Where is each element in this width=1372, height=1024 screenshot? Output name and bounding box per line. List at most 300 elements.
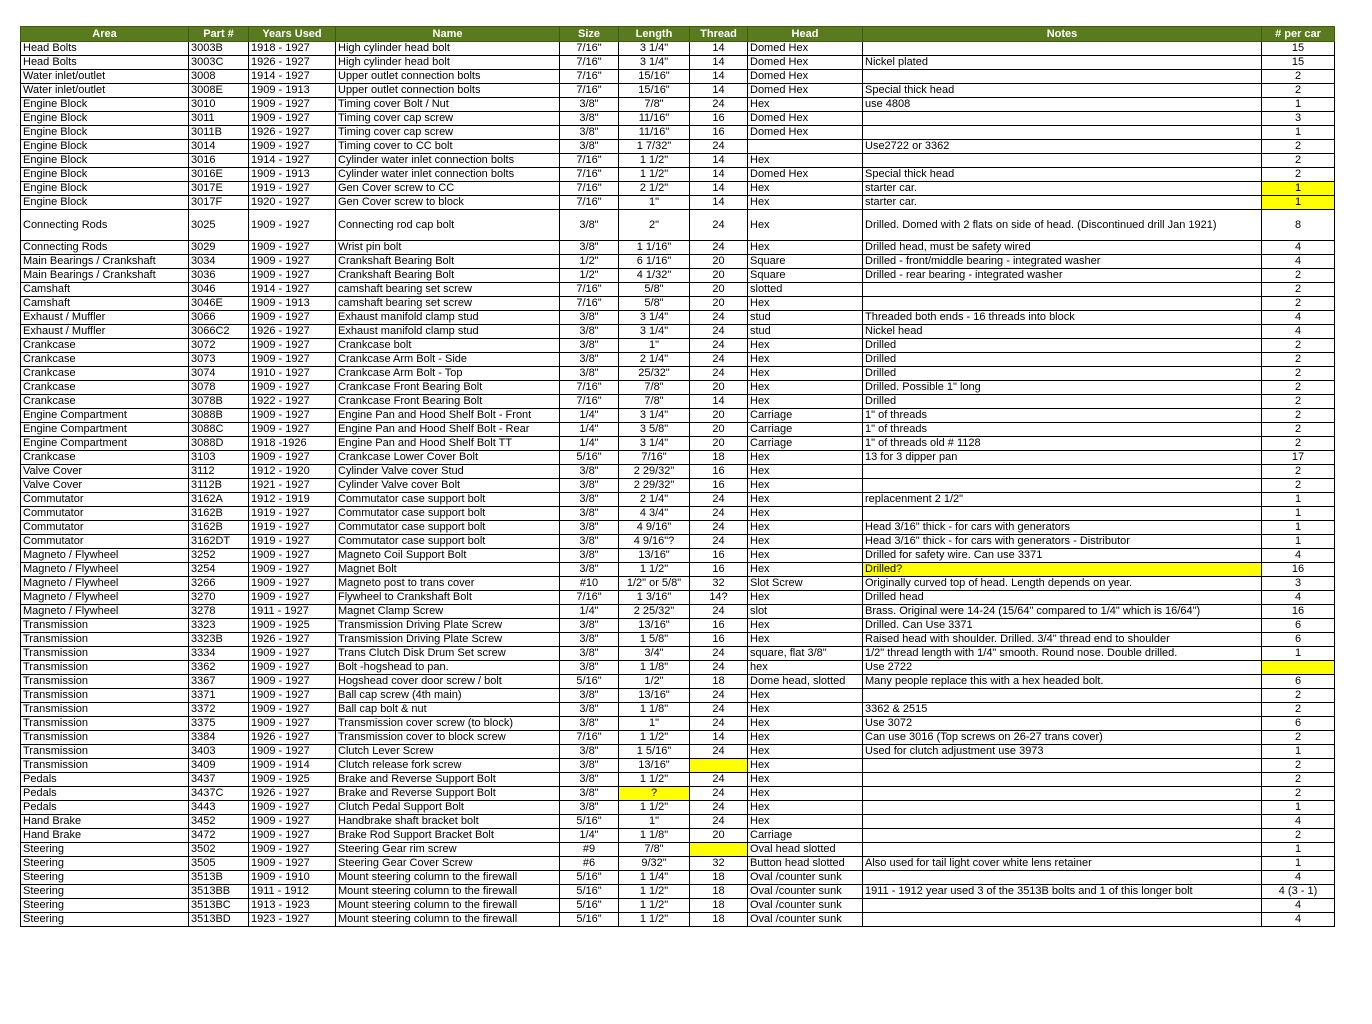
cell-thread[interactable]: 20 [690,255,748,269]
cell-per-car[interactable]: 2 [1262,84,1335,98]
cell-size[interactable]: 5/16" [560,913,619,927]
cell-area[interactable]: Commutator [21,535,189,549]
cell-part-number[interactable]: 3036 [189,269,249,283]
cell-size[interactable]: 3/8" [560,563,619,577]
cell-head[interactable]: Hex [748,381,863,395]
cell-length[interactable]: 7/8" [619,381,690,395]
cell-area[interactable]: Commutator [21,493,189,507]
cell-head[interactable]: Hex [748,591,863,605]
cell-name[interactable]: High cylinder head bolt [336,42,560,56]
cell-area[interactable]: Engine Block [21,126,189,140]
cell-size[interactable]: 3/8" [560,241,619,255]
cell-thread[interactable]: 18 [690,451,748,465]
cell-years-used[interactable]: 1909 - 1927 [249,591,336,605]
cell-per-car[interactable]: 2 [1262,773,1335,787]
cell-size[interactable]: #9 [560,843,619,857]
cell-years-used[interactable]: 1909 - 1927 [249,801,336,815]
cell-name[interactable]: Magnet Bolt [336,563,560,577]
cell-thread[interactable]: 16 [690,633,748,647]
cell-notes[interactable]: Use2722 or 3362 [863,140,1262,154]
header-head[interactable]: Head [748,27,863,42]
cell-size[interactable]: 5/16" [560,885,619,899]
cell-part-number[interactable]: 3029 [189,241,249,255]
cell-years-used[interactable]: 1909 - 1913 [249,297,336,311]
cell-thread[interactable]: 18 [690,885,748,899]
cell-part-number[interactable]: 3437C [189,787,249,801]
cell-per-car[interactable]: 6 [1262,675,1335,689]
cell-length[interactable]: 1 1/2" [619,154,690,168]
cell-name[interactable]: Cylinder Valve cover Bolt [336,479,560,493]
cell-part-number[interactable]: 3088C [189,423,249,437]
cell-part-number[interactable]: 3074 [189,367,249,381]
cell-per-car[interactable]: 1 [1262,507,1335,521]
cell-area[interactable]: Steering [21,885,189,899]
cell-area[interactable]: Exhaust / Muffler [21,325,189,339]
cell-head[interactable]: Square [748,255,863,269]
cell-per-car[interactable]: 1 [1262,182,1335,196]
cell-length[interactable]: 1 1/8" [619,703,690,717]
cell-name[interactable]: Upper outlet connection bolts [336,84,560,98]
cell-name[interactable]: Exhaust manifold clamp stud [336,311,560,325]
cell-notes[interactable]: starter car. [863,182,1262,196]
cell-part-number[interactable]: 3513BD [189,913,249,927]
cell-thread[interactable]: 24 [690,801,748,815]
cell-per-car[interactable]: 2 [1262,423,1335,437]
cell-name[interactable]: Steering Gear Cover Screw [336,857,560,871]
cell-notes[interactable]: Drilled head [863,591,1262,605]
cell-thread[interactable]: 24 [690,367,748,381]
cell-thread[interactable]: 24 [690,521,748,535]
cell-per-car[interactable]: 2 [1262,465,1335,479]
cell-notes[interactable]: Drilled. Possible 1" long [863,381,1262,395]
cell-length[interactable]: ? [619,787,690,801]
cell-thread[interactable]: 20 [690,381,748,395]
cell-years-used[interactable]: 1909 - 1927 [249,241,336,255]
cell-per-car[interactable]: 4 [1262,899,1335,913]
cell-thread[interactable]: 14 [690,395,748,409]
cell-name[interactable]: Mount steering column to the firewall [336,885,560,899]
cell-name[interactable]: Commutator case support bolt [336,535,560,549]
cell-years-used[interactable]: 1909 - 1927 [249,647,336,661]
cell-size[interactable]: 7/16" [560,283,619,297]
cell-area[interactable]: Crankcase [21,367,189,381]
cell-part-number[interactable]: 3323B [189,633,249,647]
cell-notes[interactable]: starter car. [863,196,1262,210]
cell-area[interactable]: Hand Brake [21,815,189,829]
cell-notes[interactable]: Drilled. Can Use 3371 [863,619,1262,633]
cell-size[interactable]: 5/16" [560,899,619,913]
cell-per-car[interactable]: 4 [1262,591,1335,605]
cell-part-number[interactable]: 3334 [189,647,249,661]
cell-length[interactable]: 13/16" [619,619,690,633]
cell-years-used[interactable]: 1909 - 1927 [249,661,336,675]
cell-area[interactable]: Crankcase [21,339,189,353]
cell-area[interactable]: Steering [21,899,189,913]
cell-notes[interactable]: 1" of threads [863,409,1262,423]
cell-part-number[interactable]: 3403 [189,745,249,759]
cell-size[interactable]: 1/4" [560,605,619,619]
cell-years-used[interactable]: 1912 - 1920 [249,465,336,479]
cell-head[interactable]: stud [748,311,863,325]
cell-thread[interactable]: 20 [690,269,748,283]
cell-size[interactable]: 7/16" [560,591,619,605]
cell-length[interactable]: 3 1/4" [619,311,690,325]
cell-length[interactable]: 1 1/2" [619,885,690,899]
cell-length[interactable]: 9/32" [619,857,690,871]
cell-name[interactable]: Cylinder water inlet connection bolts [336,154,560,168]
cell-name[interactable]: Brake and Reverse Support Bolt [336,773,560,787]
cell-per-car[interactable]: 1 [1262,647,1335,661]
cell-head[interactable]: Hex [748,182,863,196]
cell-length[interactable]: 4 9/16" [619,521,690,535]
cell-part-number[interactable]: 3278 [189,605,249,619]
cell-name[interactable]: Commutator case support bolt [336,493,560,507]
cell-length[interactable]: 15/16" [619,70,690,84]
cell-part-number[interactable]: 3014 [189,140,249,154]
cell-part-number[interactable]: 3072 [189,339,249,353]
cell-years-used[interactable]: 1909 - 1927 [249,689,336,703]
cell-part-number[interactable]: 3162DT [189,535,249,549]
cell-notes[interactable]: Drilled. Domed with 2 flats on side of head. (Discontinued drill Jan 1921) [863,210,1262,241]
cell-part-number[interactable]: 3443 [189,801,249,815]
cell-length[interactable]: 7/8" [619,843,690,857]
cell-notes[interactable]: Nickel head [863,325,1262,339]
cell-length[interactable]: 13/16" [619,549,690,563]
cell-notes[interactable] [863,899,1262,913]
cell-size[interactable]: 3/8" [560,112,619,126]
cell-name[interactable]: Magnet Clamp Screw [336,605,560,619]
cell-area[interactable]: Transmission [21,647,189,661]
cell-per-car[interactable]: 2 [1262,787,1335,801]
header-size[interactable]: Size [560,27,619,42]
cell-name[interactable]: Timing cover cap screw [336,112,560,126]
cell-thread[interactable]: 14 [690,168,748,182]
cell-years-used[interactable]: 1913 - 1923 [249,899,336,913]
cell-thread[interactable]: 14 [690,196,748,210]
cell-part-number[interactable]: 3362 [189,661,249,675]
cell-head[interactable]: Hex [748,689,863,703]
cell-name[interactable]: Brake Rod Support Bracket Bolt [336,829,560,843]
cell-name[interactable]: Cylinder Valve cover Stud [336,465,560,479]
cell-notes[interactable]: 3362 & 2515 [863,703,1262,717]
cell-length[interactable]: 1 1/2" [619,563,690,577]
cell-area[interactable]: Head Bolts [21,56,189,70]
cell-size[interactable]: #10 [560,577,619,591]
cell-notes[interactable]: Nickel plated [863,56,1262,70]
cell-per-car[interactable]: 2 [1262,353,1335,367]
cell-per-car[interactable]: 2 [1262,168,1335,182]
cell-notes[interactable]: Also used for tail light cover white lens retainer [863,857,1262,871]
cell-size[interactable]: 3/8" [560,787,619,801]
cell-name[interactable]: Connecting rod cap bolt [336,210,560,241]
cell-thread[interactable]: 14 [690,84,748,98]
cell-part-number[interactable]: 3384 [189,731,249,745]
cell-part-number[interactable]: 3046 [189,283,249,297]
cell-years-used[interactable]: 1909 - 1910 [249,871,336,885]
cell-part-number[interactable]: 3270 [189,591,249,605]
cell-part-number[interactable]: 3505 [189,857,249,871]
cell-part-number[interactable]: 3372 [189,703,249,717]
cell-years-used[interactable]: 1914 - 1927 [249,283,336,297]
cell-notes[interactable] [863,70,1262,84]
cell-size[interactable]: 3/8" [560,801,619,815]
cell-size[interactable]: 3/8" [560,647,619,661]
cell-part-number[interactable]: 3088D [189,437,249,451]
cell-per-car[interactable]: 3 [1262,577,1335,591]
cell-length[interactable]: 3 5/8" [619,423,690,437]
cell-notes[interactable] [863,479,1262,493]
cell-head[interactable]: Domed Hex [748,42,863,56]
cell-thread[interactable]: 24 [690,745,748,759]
cell-years-used[interactable]: 1909 - 1927 [249,98,336,112]
cell-size[interactable]: 7/16" [560,56,619,70]
cell-name[interactable]: Trans Clutch Disk Drum Set screw [336,647,560,661]
cell-notes[interactable]: Drilled head, must be safety wired [863,241,1262,255]
cell-length[interactable]: 1 1/2" [619,801,690,815]
cell-notes[interactable]: Special thick head [863,84,1262,98]
cell-part-number[interactable]: 3266 [189,577,249,591]
cell-area[interactable]: Connecting Rods [21,241,189,255]
cell-head[interactable]: Button head slotted [748,857,863,871]
cell-length[interactable]: 3 1/4" [619,437,690,451]
cell-head[interactable]: square, flat 3/8" [748,647,863,661]
cell-head[interactable]: Oval /counter sunk [748,913,863,927]
cell-name[interactable]: Timing cover to CC bolt [336,140,560,154]
cell-head[interactable]: Domed Hex [748,84,863,98]
cell-notes[interactable]: Many people replace this with a hex headed bolt. [863,675,1262,689]
cell-head[interactable]: Slot Screw [748,577,863,591]
cell-notes[interactable]: Threaded both ends - 16 threads into block [863,311,1262,325]
cell-years-used[interactable]: 1918 - 1927 [249,42,336,56]
cell-per-car[interactable]: 2 [1262,297,1335,311]
cell-area[interactable]: Engine Compartment [21,409,189,423]
cell-years-used[interactable]: 1909 - 1927 [249,210,336,241]
cell-area[interactable]: Water inlet/outlet [21,70,189,84]
cell-length[interactable]: 11/16" [619,112,690,126]
cell-thread[interactable]: 14 [690,182,748,196]
cell-length[interactable]: 1/2" or 5/8" [619,577,690,591]
cell-years-used[interactable]: 1909 - 1927 [249,717,336,731]
cell-length[interactable]: 4 3/4" [619,507,690,521]
cell-years-used[interactable]: 1909 - 1927 [249,381,336,395]
cell-size[interactable]: 3/8" [560,549,619,563]
cell-size[interactable]: 3/8" [560,339,619,353]
cell-thread[interactable]: 32 [690,577,748,591]
cell-years-used[interactable]: 1909 - 1927 [249,675,336,689]
cell-thread[interactable]: 14 [690,154,748,168]
cell-size[interactable]: 3/8" [560,140,619,154]
cell-length[interactable]: 1" [619,717,690,731]
cell-head[interactable]: Dome head, slotted [748,675,863,689]
cell-head[interactable]: Hex [748,717,863,731]
cell-years-used[interactable]: 1909 - 1927 [249,353,336,367]
cell-part-number[interactable]: 3078B [189,395,249,409]
cell-years-used[interactable]: 1909 - 1927 [249,311,336,325]
header-area[interactable]: Area [21,27,189,42]
cell-per-car[interactable]: 4 (3 - 1) [1262,885,1335,899]
cell-name[interactable]: Upper outlet connection bolts [336,70,560,84]
cell-name[interactable]: Magneto post to trans cover [336,577,560,591]
cell-name[interactable]: Crankcase Arm Bolt - Side [336,353,560,367]
cell-thread[interactable]: 16 [690,479,748,493]
cell-head[interactable]: Hex [748,745,863,759]
cell-name[interactable]: Exhaust manifold clamp stud [336,325,560,339]
cell-head[interactable]: Carriage [748,437,863,451]
cell-thread[interactable]: 20 [690,829,748,843]
cell-notes[interactable] [863,759,1262,773]
cell-length[interactable]: 2 29/32" [619,479,690,493]
cell-head[interactable]: Hex [748,154,863,168]
cell-per-car[interactable]: 2 [1262,479,1335,493]
cell-thread[interactable]: 20 [690,437,748,451]
cell-length[interactable]: 5/8" [619,283,690,297]
cell-years-used[interactable]: 1909 - 1927 [249,140,336,154]
cell-years-used[interactable]: 1914 - 1927 [249,154,336,168]
cell-years-used[interactable]: 1920 - 1927 [249,196,336,210]
cell-name[interactable]: Gen Cover screw to block [336,196,560,210]
cell-years-used[interactable]: 1910 - 1927 [249,367,336,381]
header-notes[interactable]: Notes [863,27,1262,42]
header-thread[interactable]: Thread [690,27,748,42]
cell-part-number[interactable]: 3016 [189,154,249,168]
cell-area[interactable]: Transmission [21,661,189,675]
cell-size[interactable]: 7/16" [560,182,619,196]
cell-name[interactable]: Timing cover Bolt / Nut [336,98,560,112]
cell-years-used[interactable]: 1909 - 1913 [249,168,336,182]
cell-per-car[interactable]: 2 [1262,829,1335,843]
cell-name[interactable]: Handbrake shaft bracket bolt [336,815,560,829]
header-part-number[interactable]: Part # [189,27,249,42]
cell-head[interactable]: Domed Hex [748,112,863,126]
cell-notes[interactable]: Special thick head [863,168,1262,182]
cell-notes[interactable] [863,42,1262,56]
cell-area[interactable]: Engine Block [21,140,189,154]
cell-head[interactable]: Hex [748,619,863,633]
cell-length[interactable]: 1 5/8" [619,633,690,647]
cell-thread[interactable]: 16 [690,619,748,633]
cell-years-used[interactable]: 1926 - 1927 [249,56,336,70]
cell-years-used[interactable]: 1926 - 1927 [249,633,336,647]
cell-notes[interactable] [863,689,1262,703]
cell-area[interactable]: Steering [21,913,189,927]
cell-thread[interactable]: 14 [690,70,748,84]
cell-head[interactable]: slotted [748,283,863,297]
cell-part-number[interactable]: 3375 [189,717,249,731]
cell-head[interactable]: Hex [748,297,863,311]
cell-area[interactable]: Engine Block [21,98,189,112]
cell-size[interactable]: 7/16" [560,381,619,395]
cell-head[interactable]: Hex [748,535,863,549]
cell-notes[interactable]: 1" of threads old # 1128 [863,437,1262,451]
cell-size[interactable]: 3/8" [560,759,619,773]
cell-length[interactable]: 25/32" [619,367,690,381]
cell-part-number[interactable]: 3513BB [189,885,249,899]
cell-part-number[interactable]: 3452 [189,815,249,829]
cell-head[interactable]: Domed Hex [748,70,863,84]
cell-years-used[interactable]: 1912 - 1919 [249,493,336,507]
cell-size[interactable]: 3/8" [560,535,619,549]
cell-per-car[interactable]: 15 [1262,56,1335,70]
cell-notes[interactable]: Brass. Original were 14-24 (15/64" compared to 1/4" which is 16/64") [863,605,1262,619]
cell-size[interactable]: 3/8" [560,493,619,507]
cell-part-number[interactable]: 3252 [189,549,249,563]
cell-part-number[interactable]: 3017E [189,182,249,196]
cell-years-used[interactable]: 1926 - 1927 [249,325,336,339]
cell-thread[interactable]: 18 [690,675,748,689]
cell-years-used[interactable]: 1923 - 1927 [249,913,336,927]
cell-years-used[interactable]: 1909 - 1927 [249,843,336,857]
cell-size[interactable]: 3/8" [560,773,619,787]
cell-name[interactable]: Magneto Coil Support Bolt [336,549,560,563]
cell-years-used[interactable]: 1909 - 1927 [249,549,336,563]
cell-length[interactable]: 2" [619,210,690,241]
cell-per-car[interactable]: 2 [1262,367,1335,381]
cell-notes[interactable]: Drilled [863,367,1262,381]
cell-area[interactable]: Pedals [21,801,189,815]
cell-years-used[interactable]: 1909 - 1927 [249,255,336,269]
cell-area[interactable]: Transmission [21,703,189,717]
cell-per-car[interactable]: 2 [1262,395,1335,409]
cell-notes[interactable] [863,913,1262,927]
cell-notes[interactable]: Used for clutch adjustment use 3973 [863,745,1262,759]
cell-per-car[interactable]: 4 [1262,815,1335,829]
cell-area[interactable]: Steering [21,843,189,857]
cell-thread[interactable]: 14 [690,42,748,56]
cell-length[interactable]: 6 1/16" [619,255,690,269]
cell-thread[interactable]: 24 [690,717,748,731]
cell-notes[interactable]: use 4808 [863,98,1262,112]
cell-years-used[interactable]: 1909 - 1927 [249,269,336,283]
cell-part-number[interactable]: 3112B [189,479,249,493]
cell-years-used[interactable]: 1911 - 1912 [249,885,336,899]
cell-head[interactable]: stud [748,325,863,339]
cell-area[interactable]: Crankcase [21,353,189,367]
cell-years-used[interactable]: 1909 - 1927 [249,451,336,465]
cell-name[interactable]: Wrist pin bolt [336,241,560,255]
cell-notes[interactable]: replacenment 2 1/2" [863,493,1262,507]
cell-name[interactable]: Flywheel to Crankshaft Bolt [336,591,560,605]
cell-length[interactable]: 7/16" [619,451,690,465]
cell-name[interactable]: Cylinder water inlet connection bolts [336,168,560,182]
cell-per-car[interactable]: 2 [1262,759,1335,773]
cell-length[interactable]: 2 29/32" [619,465,690,479]
cell-size[interactable]: 3/8" [560,521,619,535]
cell-notes[interactable] [863,843,1262,857]
cell-area[interactable]: Engine Block [21,196,189,210]
cell-name[interactable]: Mount steering column to the firewall [336,871,560,885]
cell-area[interactable]: Magneto / Flywheel [21,563,189,577]
cell-notes[interactable] [863,773,1262,787]
cell-per-car[interactable]: 8 [1262,210,1335,241]
cell-years-used[interactable]: 1921 - 1927 [249,479,336,493]
cell-length[interactable]: 1 1/8" [619,661,690,675]
cell-per-car[interactable]: 2 [1262,437,1335,451]
cell-size[interactable]: 7/16" [560,297,619,311]
cell-head[interactable]: Oval head slotted [748,843,863,857]
cell-per-car[interactable]: 2 [1262,689,1335,703]
cell-years-used[interactable]: 1909 - 1913 [249,84,336,98]
cell-years-used[interactable]: 1909 - 1925 [249,773,336,787]
cell-area[interactable]: Steering [21,857,189,871]
cell-name[interactable]: Transmission cover screw (to block) [336,717,560,731]
cell-part-number[interactable]: 3513B [189,871,249,885]
cell-name[interactable]: Engine Pan and Hood Shelf Bolt - Front [336,409,560,423]
cell-area[interactable]: Valve Cover [21,465,189,479]
cell-area[interactable]: Pedals [21,773,189,787]
cell-thread[interactable]: 20 [690,423,748,437]
cell-head[interactable]: Oval /counter sunk [748,871,863,885]
cell-notes[interactable]: Drilled [863,395,1262,409]
